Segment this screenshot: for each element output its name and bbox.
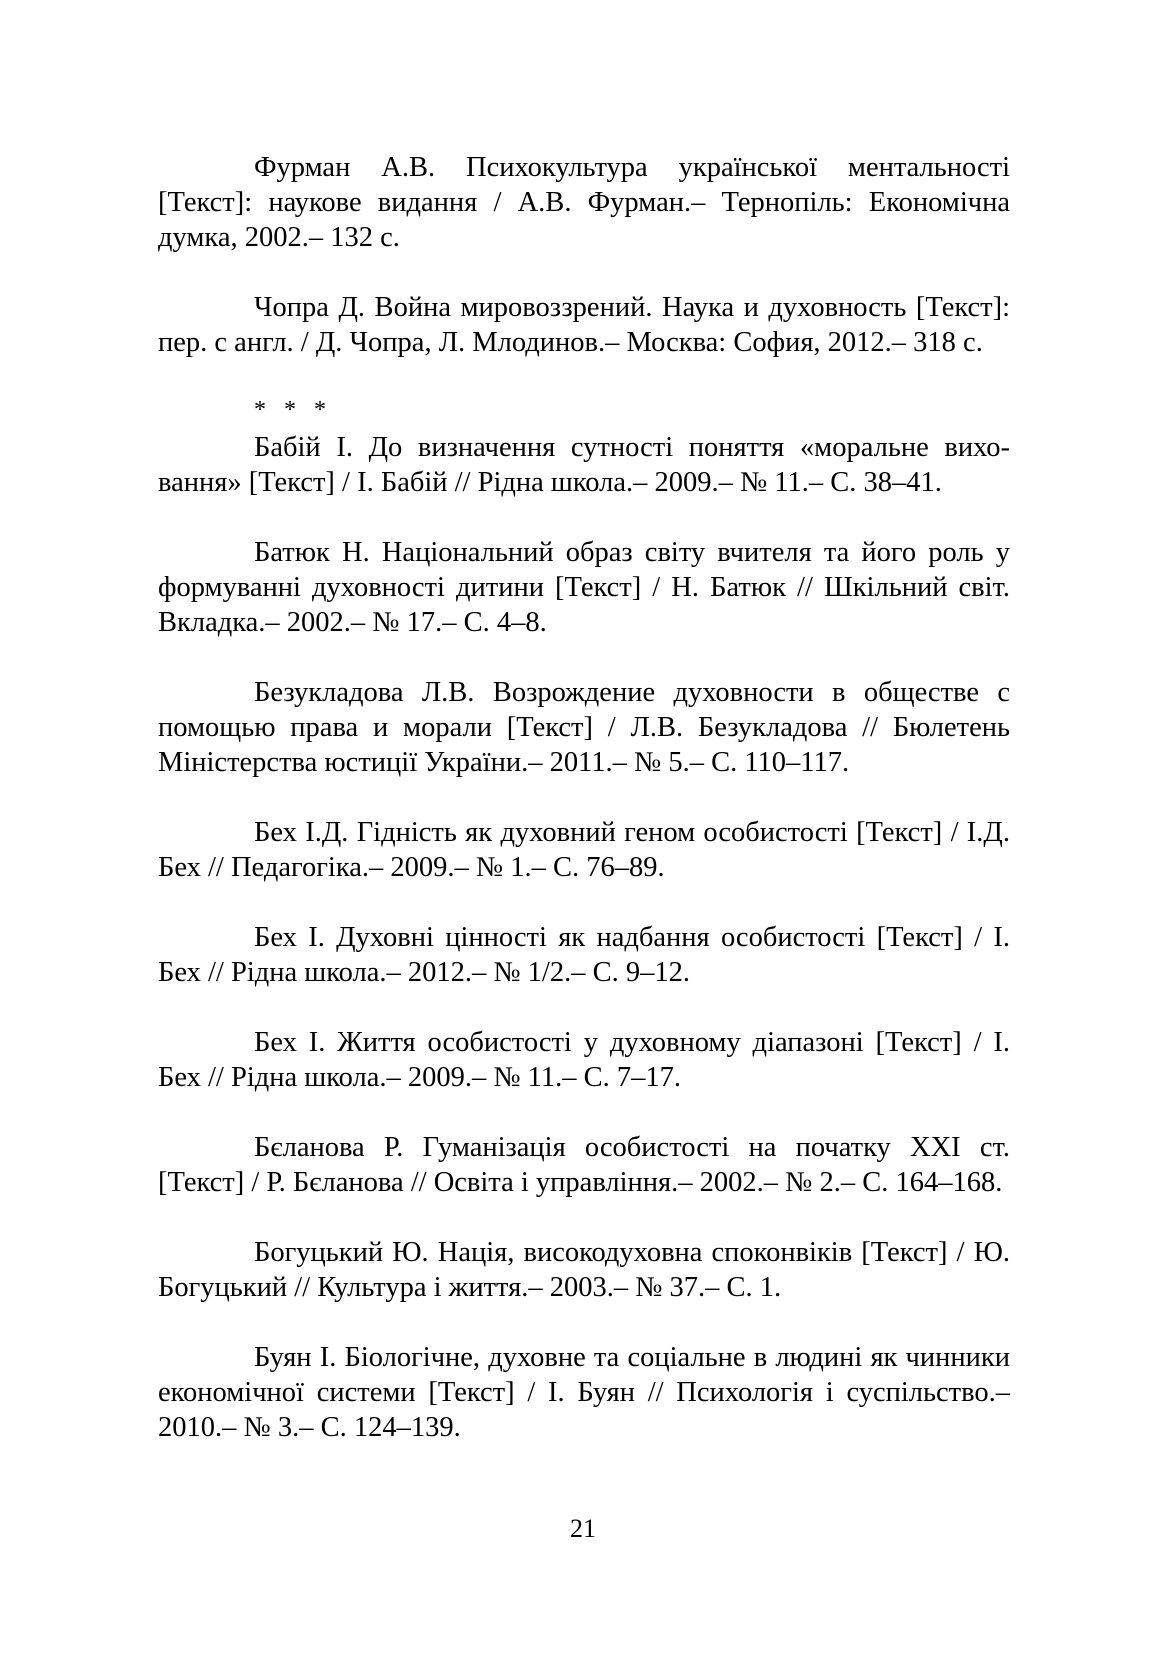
bibliography-entry: Безукладова Л.В. Возрождение духовности в обществе с помощью права и морали [Текст] / Л.В. Безукладова // Бюлетень Міністерства юстиції України.– 2011.– № 5.– С. 110–117. — [158, 677, 1010, 778]
section-separator: * * * — [254, 397, 332, 423]
bibliography-entry: Батюк Н. Національний образ світу вчителя та його роль у формуванні духовності дитини [Текст] / Н. Батюк // Шкільний світ. Вкладка.– 2002.– № 17.– С. 4–8. — [158, 537, 1010, 638]
bibliography-entry: Бєланова Р. Гуманізація особистості на початку XXI ст. [Текст] / Р. Бєланова // Освіта і управління.– 2002.– № 2.– С. 164–168. — [158, 1132, 1010, 1198]
bibliography-entry: Бабій І. До визначення сутності поняття «моральне виховання» [Текст] / І. Бабій // Рідна школа.– 2009.– № 11.– С. 38–41. — [158, 432, 1010, 498]
bibliography-entry: Фурман А.В. Психокультура української ментальності [Текст]: наукове видання / А.В. Фурман.– Тернопіль: Економічна думка, 2002.– 132 с. — [158, 152, 1010, 253]
page-number: 21 — [570, 1514, 596, 1543]
bibliography-entry: Чопра Д. Война мировоззрений. Наука и духовность [Текст]: пер. с англ. / Д. Чопра, Л. Млодинов.– Москва: София, 2012.– 318 с. — [158, 292, 1010, 358]
bibliography-entry: Бех І. Життя особистості у духовному діапазоні [Текст] / І. Бех // Рідна школа.– 2009.– № 11.– С. 7–17. — [158, 1027, 1010, 1093]
bibliography-entry: Бех І.Д. Гідність як духовний геном особистості [Текст] / І.Д. Бех // Педагогіка.– 2009.– № 1.– С. 76–89. — [158, 817, 1010, 883]
bibliography-entry: Бех І. Духовні цінності як надбання особистості [Текст] / І. Бех // Рідна школа.– 2012.– № 1/2.– С. 9–12. — [158, 922, 1010, 988]
bibliography-entry: Буян І. Біологічне, духовне та соціальне в людині як чинники економічної системи [Текст] / І. Буян // Психологія і суспільство.– 2010.– № 3.– С. 124–139. — [158, 1342, 1010, 1443]
bibliography-entry: Богуцький Ю. Нація, високодуховна споконвіків [Текст] / Ю. Богуцький // Культура і життя.– 2003.– № 37.– С. 1. — [158, 1237, 1010, 1303]
bibliography-page — [158, 150, 1010, 1445]
